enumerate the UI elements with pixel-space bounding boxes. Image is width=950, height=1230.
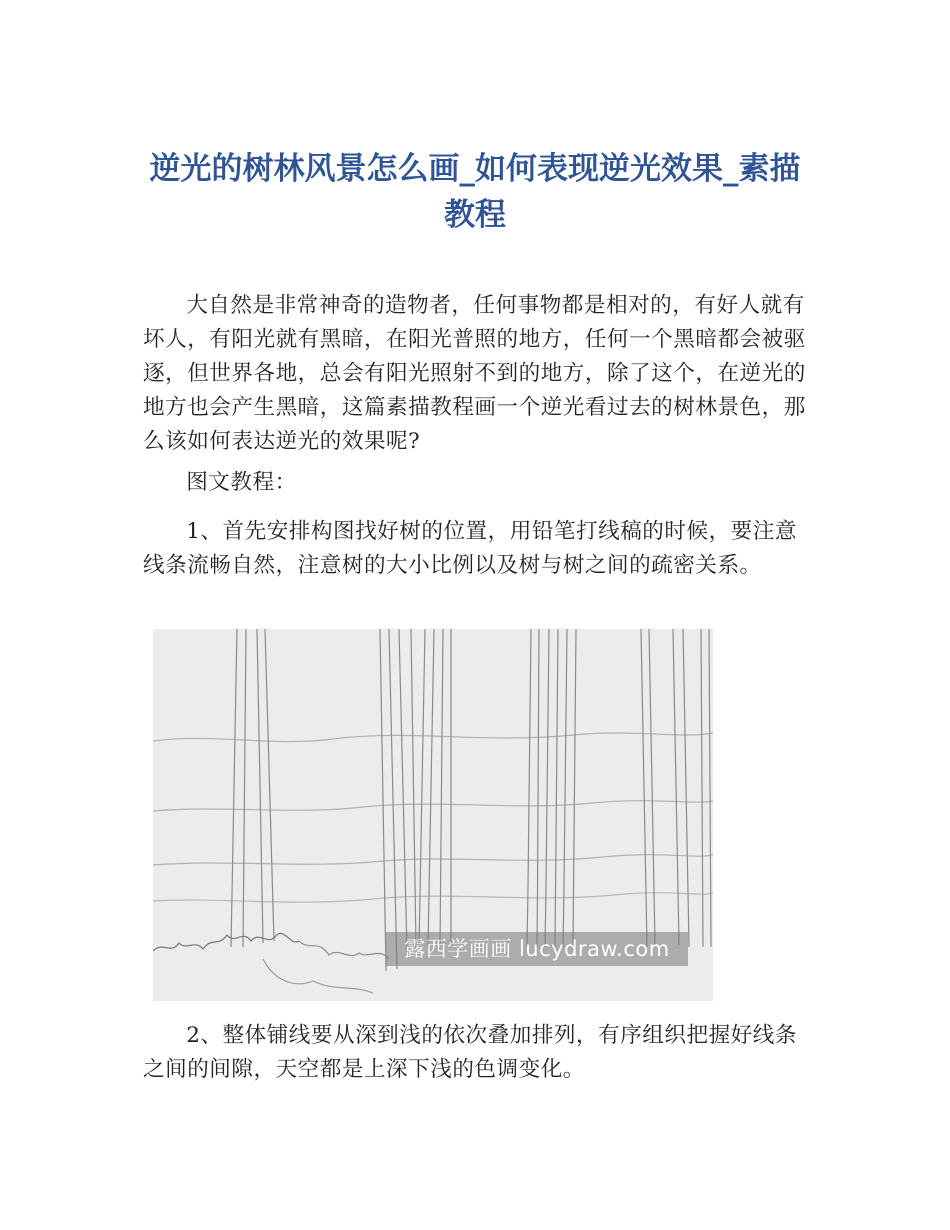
sketch-illustration	[153, 629, 713, 1001]
paragraph-step-1: 1、首先安排构图找好树的位置，用铅笔打线稿的时候，要注意线条流畅自然，注意树的大小比例以及树与树之间的疏密关系。	[143, 519, 797, 578]
watermark: 露西学画画 lucydraw.com	[386, 932, 688, 966]
paragraph-tutorial-heading: 图文教程：	[186, 470, 297, 495]
paragraph-step-2: 2、整体铺线要从深到浅的依次叠加排列，有序组织把握好线条之间的间隙，天空都是上深下浅的色调变化。	[143, 1023, 797, 1082]
page-title: 逆光的树林风景怎么画_如何表现逆光效果_素描教程	[149, 151, 801, 233]
paragraph-intro: 大自然是非常神奇的造物者，任何事物都是相对的，有好人就有坏人，有阳光就有黑暗，在阳光普照的地方，任何一个黑暗都会被驱逐，但世界各地，总会有阳光照射不到的地方，除了这个，在逆光的地方也会产生黑暗，这篇素描教程画一个逆光看过去的树林景色，那么该如何表达逆光的效果呢?	[143, 293, 806, 454]
